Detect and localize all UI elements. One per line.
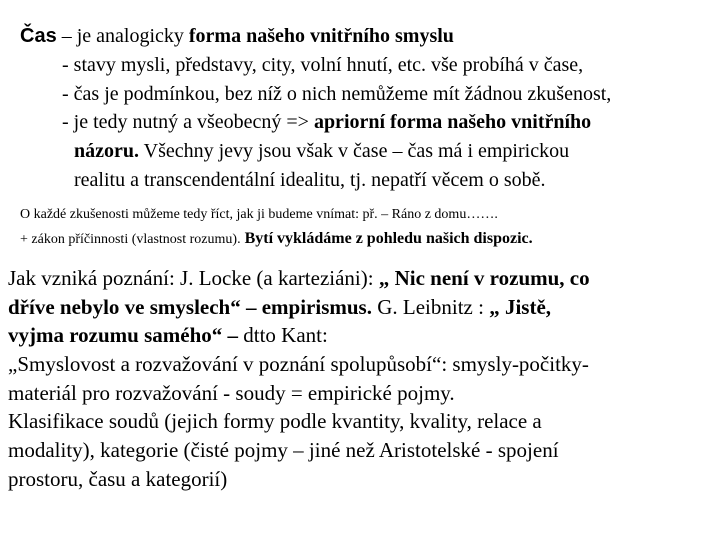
s2-line2-bold: Bytí vykládáme z pohledu našich dispozic. xyxy=(240,230,533,247)
s1-line3: - čas je podmínkou, bez níž o nich nemůžeme mít žádnou zkušenost, xyxy=(62,83,612,105)
cas-term: Čas xyxy=(20,25,57,47)
s2-line2-text: + zákon příčinnosti (vlastnost rozumu). xyxy=(20,232,241,247)
s1-line5-text: Všechny jevy jsou však v čase – čas má i empirickou xyxy=(139,140,570,162)
s3-line3 xyxy=(8,323,328,348)
s3-line1 xyxy=(8,266,590,291)
s1-line5-bold: názoru. xyxy=(74,140,139,162)
s1-line5 xyxy=(74,140,569,163)
s3-line4: „Smyslovost a rozvažování v poznání spolupůsobí“: smysly-počitky- xyxy=(8,352,589,376)
s1-line2: - stavy mysli, představy, city, volní hnutí, etc. vše probíhá v čase, xyxy=(62,54,584,76)
s1-line1 xyxy=(20,25,454,48)
s3-line2-bold: dříve nebylo ve smyslech“ – empirismus. xyxy=(8,295,372,319)
s3-line3-text: dtto Kant: xyxy=(238,323,328,347)
s2-line2 xyxy=(20,230,533,248)
s3-line7: modality), kategorie (čisté pojmy – jiné než Aristotelské - spojení xyxy=(8,438,559,462)
s3-line2 xyxy=(8,295,551,320)
s3-line3-bold: vyjma rozumu samého“ – xyxy=(8,323,239,347)
s3-line5: materiál pro rozvažování - soudy = empirické pojmy. xyxy=(8,381,455,405)
s1-line1-bold: forma našeho vnitřního smyslu xyxy=(188,25,454,47)
s2-line1: O každé zkušenosti můžeme tedy říct, jak ji budeme vnímat: př. – Ráno z domu……. xyxy=(20,207,498,222)
s3-line1-text: Jak vzniká poznání: J. Locke (a karteziáni): xyxy=(8,266,379,290)
s1-line4-bold: apriorní forma našeho vnitřního xyxy=(313,111,592,133)
s3-line1-bold: „ Nic není v rozumu, co xyxy=(378,266,590,290)
s1-line4 xyxy=(62,111,591,134)
s1-line6: realitu a transcendentální idealitu, tj. nepatří věcem o sobě. xyxy=(74,169,546,191)
s1-line1-text: – je analogicky xyxy=(56,25,189,47)
s3-line2-text: G. Leibnitz : xyxy=(371,295,490,319)
s3-line8: prostoru, času a kategorií) xyxy=(8,467,228,491)
s1-line4-text: - je tedy nutný a všeobecný => xyxy=(62,111,314,133)
s3-line2-bold2: „ Jistě, xyxy=(489,295,552,319)
s3-line6: Klasifikace soudů (jejich formy podle kvantity, kvality, relace a xyxy=(8,409,542,433)
